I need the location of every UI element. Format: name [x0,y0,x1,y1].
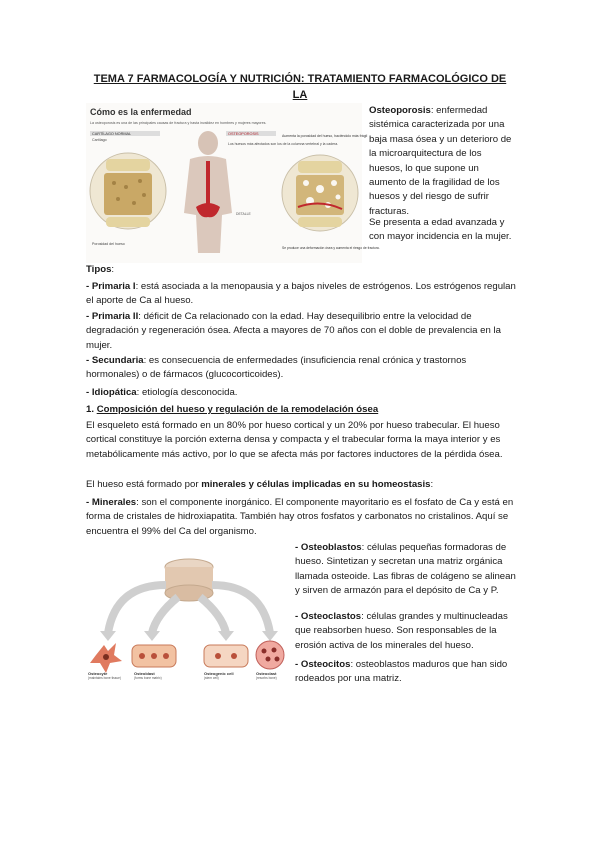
osteogenic-label: Osteogenic cell [204,671,234,676]
bone-cells-figure [86,545,292,680]
cortical-paragraph: El esqueleto está formado en un 80% por hueso cortical y un 20% por hueso trabecular. El hueso cortical constituye la porción externa densa y compacta y el trabecular forma la maya interior y es metabólicamente más activo, por lo que se afecta más por factores inductores de la pérdida ósea. [86,420,503,460]
type-text: : etiología desconocida. [136,387,238,398]
composition-bold: minerales y células implicadas en su homeostasis [201,479,431,490]
types-heading [86,263,516,277]
affected-bones-text: Los huesos más afectados son los de la columna vertebral y la cadera. [228,142,339,146]
osteoclasts-label: - Osteoclastos [295,611,362,622]
type-item-primaria-i [86,280,518,309]
minerals-text: : son el componente inorgánico. El componente mayoritario es el fosfato de Ca y está en forma de cristales de hidroxiapatita. También hay otros fosfatos y carbonatos no cristalinos. Aquí se encuentra el 99% del Ca del organismo. [86,497,514,537]
osteocytes-label: - Osteocitos [295,659,351,670]
osteo-disc-top [298,161,342,173]
osteocytes-text: : osteoblastos maduros que han sido rodeados por una matriz. [295,659,508,685]
type-label: - Primaria I [86,281,136,292]
osteoporosis-definition-text: : enfermedad sistémica caracterizada por una baja masa ósea y un deterioro de la microarquitectura de los huesos, lo que supone un aumento de la fragilidad de los huesos y del riesgo de sufrir fracturas. [369,105,512,217]
figure-heading: Cómo es la enfermedad [90,107,192,117]
osteoblasts-text: : células pequeñas formadoras de hueso. Sintetizan y secretan una matriz orgánica llamada osteoide. Las fibras de colágeno se alinean y sirven de armazón para el depósito de Ca y P. [295,542,516,597]
type-label: - Secundaria [86,355,144,366]
osteoblasts-paragraph [295,541,518,599]
deformation-text: Se produce una deformación ósea y aumenta el riesgo de fractura. [282,246,380,250]
figure-subheading: La osteoporosis es una de las principales causas de fractura y hasta invalidez en hombres y mujeres mayores. [90,121,267,125]
composition-text-post: : [430,479,434,490]
body-head [198,131,218,155]
type-label: - Primaria II [86,311,139,322]
section-1-number: 1. [86,404,95,415]
type-item-secundaria [86,354,518,383]
normal-disc-top [106,159,150,171]
osteoclast-cell [256,641,284,669]
osteoclasts-paragraph [295,610,518,653]
composition-paragraph [86,478,518,492]
osteocyte-sub: (maintains bone tissue) [88,676,121,680]
title-line-1: TEMA 7 FARMACOLOGÍA Y NUTRICIÓN: TRATAMIENTO FARMACOLÓGICO DE LA [93,73,507,101]
osteoporosis-term: Osteoporosis [369,105,431,116]
osteoporosis-label: OSTEOPOROSIS [228,132,259,136]
minerals-label: - Minerales [86,497,137,508]
osteocytes-paragraph [295,658,518,687]
osteoporosis-figure [86,103,380,263]
detail-label: DETALLE [236,212,251,216]
porosity-normal-label: Porosidad del hueso [92,242,125,246]
section-1-heading [86,403,518,417]
normal-disc-bottom [106,217,150,227]
age-paragraph: Se presenta a edad avanzada y con mayor incidencia en la mujer. [369,217,512,243]
type-label: - Idiopática [86,387,137,398]
osteocyte-label: Osteocyte [88,671,108,676]
porosity-text: Aumenta la porosidad del hueso, haciéndolo más frágil [282,134,368,138]
osteogenic-sub: (stem cell) [204,676,219,680]
type-item-idiopatica [86,386,518,400]
types-heading-colon: : [111,264,115,275]
type-text: : está asociada a la menopausia y a bajos niveles de estrógenos. Los estrógenos regulan el aporte de Ca al hueso. [86,281,516,307]
minerals-paragraph [86,496,518,539]
type-text: : es consecuencia de enfermedades (insuficiencia renal crónica y trastornos hormonales) o de fármacos (glucocorticoides). [86,355,467,381]
osteogenic-cells [204,645,248,667]
osteoporosis-definition [369,104,517,219]
type-text: : déficit de Ca relacionado con la edad. Hay desequilibrio entre la velocidad de degradación y regeneración ósea. Afecta a mayores de 70 años con el doble de prevalencia en la mujer. [86,311,501,351]
cartilage-label: Cartílago [92,138,107,142]
osteoclasts-text: : células grandes y multinucleadas que reabsorben hueso. Son responsables de la erosión activa de los minerales del hueso. [295,611,508,651]
types-heading-text: Tipos [86,264,112,275]
osteoclast-sub: (resorbs bone) [256,676,277,680]
normal-label: CARTÍLAGO NORMAL [92,132,132,136]
type-item-primaria-ii [86,310,518,353]
osteo-disc-bottom [298,217,342,227]
osteoblast-sub: (forms bone matrix) [134,676,162,680]
composition-text-pre: El hueso está formado por [86,479,202,490]
osteoblasts-label: - Osteoblastos [295,542,362,553]
osteoclast-label: Osteoclast [256,671,277,676]
osteoblast-label: Osteoblast [134,671,155,676]
section-1-title: Composición del hueso y regulación de la remodelación ósea [96,404,379,415]
